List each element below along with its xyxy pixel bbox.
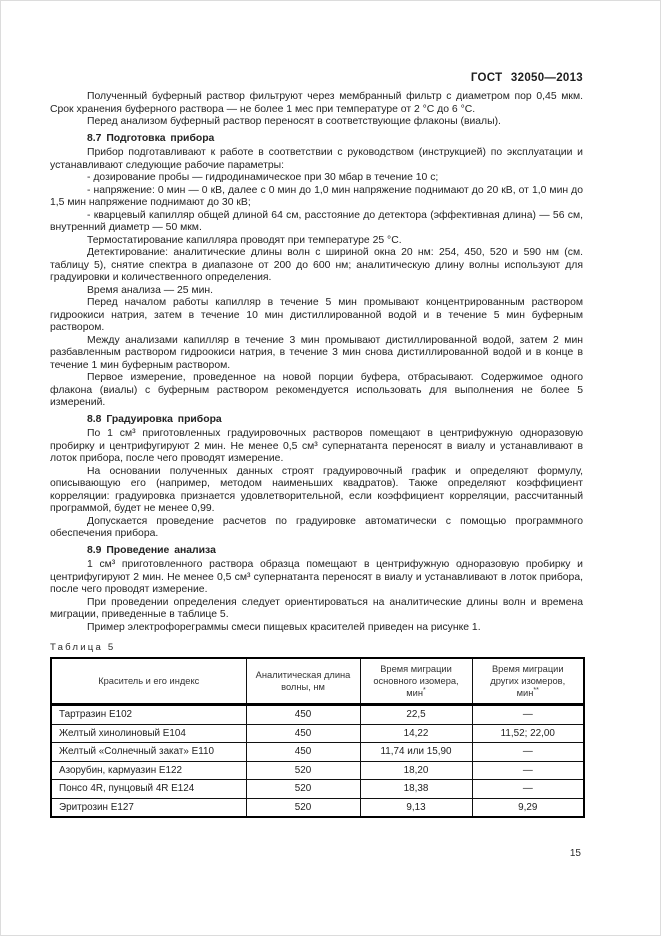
table-header-row bbox=[51, 658, 584, 705]
table-cell: Желтый «Солнечный закат» Е110 bbox=[51, 743, 246, 762]
table-cell: — bbox=[472, 761, 584, 780]
column-header: Время миграции других изомеров, мин** bbox=[472, 658, 584, 705]
column-header: Время миграции основного изомера, мин* bbox=[360, 658, 472, 705]
paragraph: - кварцевый капилляр общей длиной 64 см, расстояние до детектора (эффективная длина) — 56 см, внутренний диаметр — 50 мкм. bbox=[50, 209, 583, 233]
table-cell: Эритрозин Е127 bbox=[51, 798, 246, 817]
paragraph: Время анализа — 25 мин. bbox=[87, 284, 214, 296]
paragraph: Детектирование: аналитические длины волн с шириной окна 20 нм: 254, 450, 520 и 590 нм (см. таблицу 5), снятие спектра в диапазоне от 200 до 600 нм; аналитическую длину волны используют для градуировки и количественного определения. bbox=[50, 247, 583, 283]
paragraph: Прибор подготавливают к работе в соответствии с руководством (инструкцией) по эксплуатации и устанавливают следующие рабочие параметры: bbox=[50, 147, 583, 171]
table-row bbox=[51, 705, 584, 725]
colorants-table bbox=[50, 657, 585, 818]
paragraph: Между анализами капилляр в течение 3 мин промывают дистиллированной водой, затем 2 мин разбавленным раствором гидроокиси натрия, в течение 3 мин снова дистиллированной водой и в конце в течение 1 мин буферным раствором. bbox=[50, 334, 583, 371]
column-header: Аналитическая длина волны, нм bbox=[246, 658, 360, 705]
paragraph: На основании полученных данных строят градуировочный график и определяют формулу, описывающую его (например, методом наименьших квадратов). Также определяют коэффициент корреляции: градуировка признается удовлетворительной, если коэффициент корреляции, рассчитанный программой, будет не менее 0,99. bbox=[50, 465, 583, 514]
table-cell: 14,22 bbox=[360, 724, 472, 743]
table-cell: 9,13 bbox=[360, 798, 472, 817]
table-row bbox=[51, 743, 584, 762]
table-cell: 450 bbox=[246, 743, 360, 762]
table-cell: 520 bbox=[246, 761, 360, 780]
section-heading: 8.8 Градуировка прибора bbox=[87, 413, 222, 425]
table-row bbox=[51, 761, 584, 780]
paragraph: Перед началом работы капилляр в течение 5 мин промывают концентрированным раствором гидроокиси натрия, затем в течение 10 мин дистиллированной водой и в течение 5 мин буферным раствором. bbox=[50, 297, 583, 333]
section-heading: 8.7 Подготовка прибора bbox=[87, 132, 215, 144]
document-body bbox=[50, 91, 583, 634]
standard-code: ГОСТ 32050—2013 bbox=[470, 72, 583, 84]
table-cell: — bbox=[472, 705, 584, 725]
table-row bbox=[51, 724, 584, 743]
column-header: Краситель и его индекс bbox=[51, 658, 246, 705]
paragraph: Термостатирование капилляра проводят при температуре 25 °С. bbox=[87, 234, 402, 246]
paragraph: Полученный буферный раствор фильтруют через мембранный фильтр с диаметром пор 0,45 мкм. Срок хранения буферного раствора — не более 1 мес при температуре от 2 °С до 6 °С. bbox=[50, 91, 583, 115]
document-content bbox=[50, 72, 583, 818]
section-heading: 8.9 Проведение анализа bbox=[87, 544, 216, 556]
table-head bbox=[51, 658, 584, 705]
table-cell: Тартразин Е102 bbox=[51, 705, 246, 725]
paragraph: - дозирование пробы — гидродинамическое при 30 мбар в течение 10 с; bbox=[87, 172, 439, 183]
paragraph: Перед анализом буферный раствор переносят в соответствующие флаконы (виалы). bbox=[87, 116, 501, 127]
table-cell: — bbox=[472, 780, 584, 799]
paragraph: 1 см³ приготовленного раствора образца помещают в центрифужную одноразовую пробирку и центрифугируют 2 мин. Не менее 0,5 см³ супернатанта переносят в виалу и устанавливают в лоток прибора, после чего проводят измерение. bbox=[50, 559, 583, 595]
paragraph: Пример электрофореграммы смеси пищевых красителей приведен на рисунке 1. bbox=[87, 621, 481, 633]
paragraph: Первое измерение, проведенное на новой порции буфера, отбрасывают. Содержимое одного флакона (виалы) с буферным раствором рекомендуется использовать для выполнения не более 5 измерений. bbox=[50, 372, 583, 408]
page-number: 15 bbox=[569, 848, 581, 859]
table-cell: 9,29 bbox=[472, 798, 584, 817]
table-cell: 520 bbox=[246, 798, 360, 817]
table-cell: 22,5 bbox=[360, 705, 472, 725]
table-row bbox=[51, 798, 584, 817]
table-label: Таблица 5 bbox=[50, 642, 116, 653]
table-cell: 520 bbox=[246, 780, 360, 799]
paragraph: По 1 см³ приготовленных градуировочных растворов помещают в центрифужную одноразовую пробирку и центрифугируют 2 мин. Не менее 0,5 см³ супернатанта переносят в виалу и устанавливают в лоток прибора, после чего проводят измерение. bbox=[50, 428, 583, 464]
table-cell: Желтый хинолиновый Е104 bbox=[51, 724, 246, 743]
table-body bbox=[51, 705, 584, 818]
table-cell: 18,38 bbox=[360, 780, 472, 799]
table-cell: 18,20 bbox=[360, 761, 472, 780]
paragraph: Допускается проведение расчетов по градуировке автоматически с помощью программного обеспечения прибора. bbox=[50, 515, 583, 539]
table-cell: 11,52; 22,00 bbox=[472, 724, 584, 743]
table-cell: Азорубин, кармуазин Е122 bbox=[51, 761, 246, 780]
table-cell: — bbox=[472, 743, 584, 762]
table-cell: 11,74 или 15,90 bbox=[360, 743, 472, 762]
table-row bbox=[51, 780, 584, 799]
table-cell: 450 bbox=[246, 724, 360, 743]
paragraph: При проведении определения следует ориентироваться на аналитические длины волн и времена миграции, приведенные в таблице 5. bbox=[50, 596, 583, 620]
paragraph: - напряжение: 0 мин — 0 кВ, далее с 0 мин до 1,0 мин напряжение поднимают до 20 кВ, от 1,0 мин до 1,5 мин напряжение поднимают до 30 кВ; bbox=[50, 184, 583, 208]
table-cell: Понсо 4R, пунцовый 4R Е124 bbox=[51, 780, 246, 799]
table-cell: 450 bbox=[246, 705, 360, 725]
